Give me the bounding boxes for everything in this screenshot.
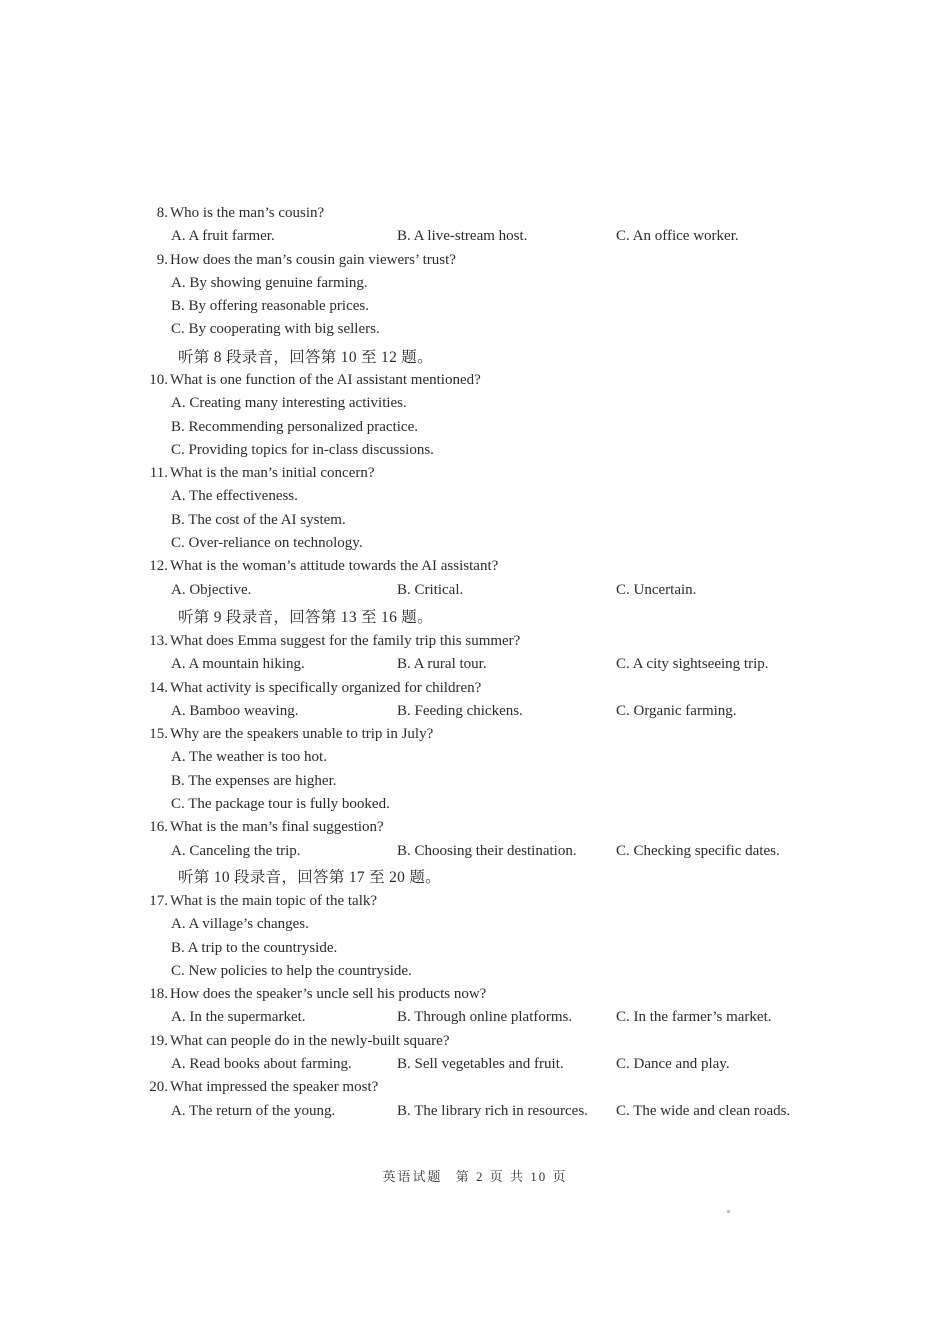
question-item [0, 369, 950, 392]
question-item [0, 1076, 950, 1099]
section-instruction: 听第 8 段录音，回答第 10 至 12 题。 [178, 349, 433, 366]
question-text: What is one function of the AI assistant mentioned? [170, 372, 481, 388]
answer-option-c: C. New policies to help the countryside. [171, 962, 412, 979]
options-row [0, 416, 950, 439]
question-number: 19. [149, 1032, 168, 1049]
answer-option-a: A. A village’s changes. [171, 916, 309, 933]
answer-option-b: B. A live-stream host. [397, 228, 528, 245]
answer-option-b: B. Sell vegetables and fruit. [397, 1056, 564, 1073]
question-number: 9. [156, 251, 168, 268]
answer-option-c: C. By cooperating with big sellers. [171, 321, 380, 338]
question-text: What is the woman’s attitude towards the AI assistant? [170, 558, 499, 575]
footer-subject: 英语试题 [382, 1169, 443, 1184]
answer-option-c: C. In the farmer’s market. [616, 1009, 772, 1026]
question-item [0, 677, 950, 700]
question-text: What can people do in the newly-built square? [170, 1032, 450, 1049]
answer-option-b: B. Recommending personalized practice. [171, 418, 418, 435]
question-item [0, 555, 950, 578]
answer-option-c: C. The package tour is fully booked. [171, 796, 390, 813]
question-number: 11. [149, 465, 168, 482]
options-row [0, 1100, 950, 1123]
options-row [0, 840, 950, 863]
question-text: What is the main topic of the talk? [170, 893, 378, 909]
question-text: What is the man’s final suggestion? [170, 819, 384, 836]
options-row [0, 295, 950, 318]
answer-option-a: A. The weather is too hot. [171, 749, 327, 766]
question-item [0, 462, 950, 485]
question-number: 8. [156, 205, 168, 221]
answer-option-b: B. The cost of the AI system. [171, 511, 346, 528]
question-item [0, 890, 950, 913]
options-row [0, 700, 950, 723]
question-text: What impressed the speaker most? [170, 1079, 379, 1096]
options-row [0, 272, 950, 295]
options-row [0, 770, 950, 793]
question-block-13-16 [0, 630, 950, 863]
options-row [0, 913, 950, 936]
options-row [0, 1006, 950, 1029]
question-item [0, 983, 950, 1006]
options-row [0, 653, 950, 676]
answer-option-b: B. Feeding chickens. [397, 702, 523, 719]
section-heading-9 [0, 606, 950, 630]
options-row [0, 509, 950, 532]
question-text: Who is the man’s cousin? [170, 205, 325, 221]
answer-option-b: B. The library rich in resources. [397, 1102, 588, 1119]
answer-option-a: A. Objective. [171, 581, 252, 598]
options-row [0, 485, 950, 508]
question-number: 20. [149, 1079, 168, 1096]
question-block-17-20 [0, 890, 950, 1123]
question-block-10-12 [0, 369, 950, 602]
answer-option-a: A. A mountain hiking. [171, 656, 305, 673]
section-heading-10 [0, 866, 950, 890]
footer-page-number: 第 2 页 共 10 页 [455, 1169, 568, 1184]
answer-option-b: B. Critical. [397, 581, 464, 598]
question-number: 16. [149, 819, 168, 836]
section-instruction: 听第 9 段录音，回答第 13 至 16 题。 [178, 609, 433, 626]
question-item [0, 630, 950, 653]
answer-option-a: A. In the supermarket. [171, 1009, 306, 1026]
question-number: 12. [149, 558, 168, 575]
question-number: 15. [149, 726, 168, 743]
page-footer [0, 1166, 950, 1185]
options-row [0, 532, 950, 555]
scan-speck [727, 1210, 730, 1213]
options-row [0, 225, 950, 248]
answer-option-a: A. By showing genuine farming. [171, 274, 368, 291]
question-text: How does the speaker’s uncle sell his products now? [170, 986, 487, 1003]
answer-option-a: A. The return of the young. [171, 1102, 336, 1119]
options-row [0, 746, 950, 769]
question-number: 10. [149, 372, 168, 388]
question-text: What does Emma suggest for the family trip this summer? [170, 633, 521, 649]
options-row [0, 392, 950, 415]
answer-option-a: A. A fruit farmer. [171, 228, 275, 245]
question-number: 17. [149, 893, 168, 909]
question-item [0, 249, 950, 272]
answer-option-c: C. The wide and clean roads. [616, 1102, 791, 1119]
question-number: 18. [149, 986, 168, 1003]
question-text: What is the man’s initial concern? [170, 465, 375, 482]
question-item [0, 816, 950, 839]
answer-option-b: B. The expenses are higher. [171, 772, 337, 789]
answer-option-b: B. A trip to the countryside. [171, 939, 338, 956]
answer-option-c: C. Over-reliance on technology. [171, 535, 363, 552]
answer-option-a: A. Read books about farming. [171, 1056, 352, 1073]
answer-option-a: A. Creating many interesting activities. [171, 395, 407, 412]
question-item [0, 1030, 950, 1053]
answer-option-c: C. Organic farming. [616, 702, 737, 719]
answer-option-b: B. Choosing their destination. [397, 842, 577, 859]
answer-option-a: A. The effectiveness. [171, 488, 298, 505]
options-row [0, 937, 950, 960]
question-text: How does the man’s cousin gain viewers’ trust? [170, 251, 456, 268]
answer-option-c: C. Dance and play. [616, 1056, 730, 1073]
section-instruction: 听第 10 段录音，回答第 17 至 20 题。 [178, 869, 441, 886]
question-text: Why are the speakers unable to trip in July? [170, 726, 434, 743]
question-block-8-9 [0, 202, 950, 342]
answer-option-b: B. Through online platforms. [397, 1009, 573, 1026]
question-number: 14. [149, 679, 168, 696]
question-number: 13. [149, 633, 168, 649]
options-row [0, 960, 950, 983]
answer-option-c: C. Uncertain. [616, 581, 697, 598]
answer-option-c: C. Providing topics for in-class discussions. [171, 441, 434, 458]
question-text: What activity is specifically organized for children? [170, 679, 482, 696]
section-heading-8 [0, 346, 950, 370]
answer-option-c: C. Checking specific dates. [616, 842, 780, 859]
options-row [0, 1053, 950, 1076]
options-row [0, 318, 950, 341]
answer-option-c: C. An office worker. [616, 228, 739, 245]
answer-option-c: C. A city sightseeing trip. [616, 656, 769, 673]
question-item [0, 202, 950, 225]
answer-option-b: B. By offering reasonable prices. [171, 298, 369, 315]
answer-option-a: A. Bamboo weaving. [171, 702, 299, 719]
answer-option-b: B. A rural tour. [397, 656, 487, 673]
options-row [0, 793, 950, 816]
options-row [0, 579, 950, 602]
question-item [0, 723, 950, 746]
options-row [0, 439, 950, 462]
answer-option-a: A. Canceling the trip. [171, 842, 301, 859]
